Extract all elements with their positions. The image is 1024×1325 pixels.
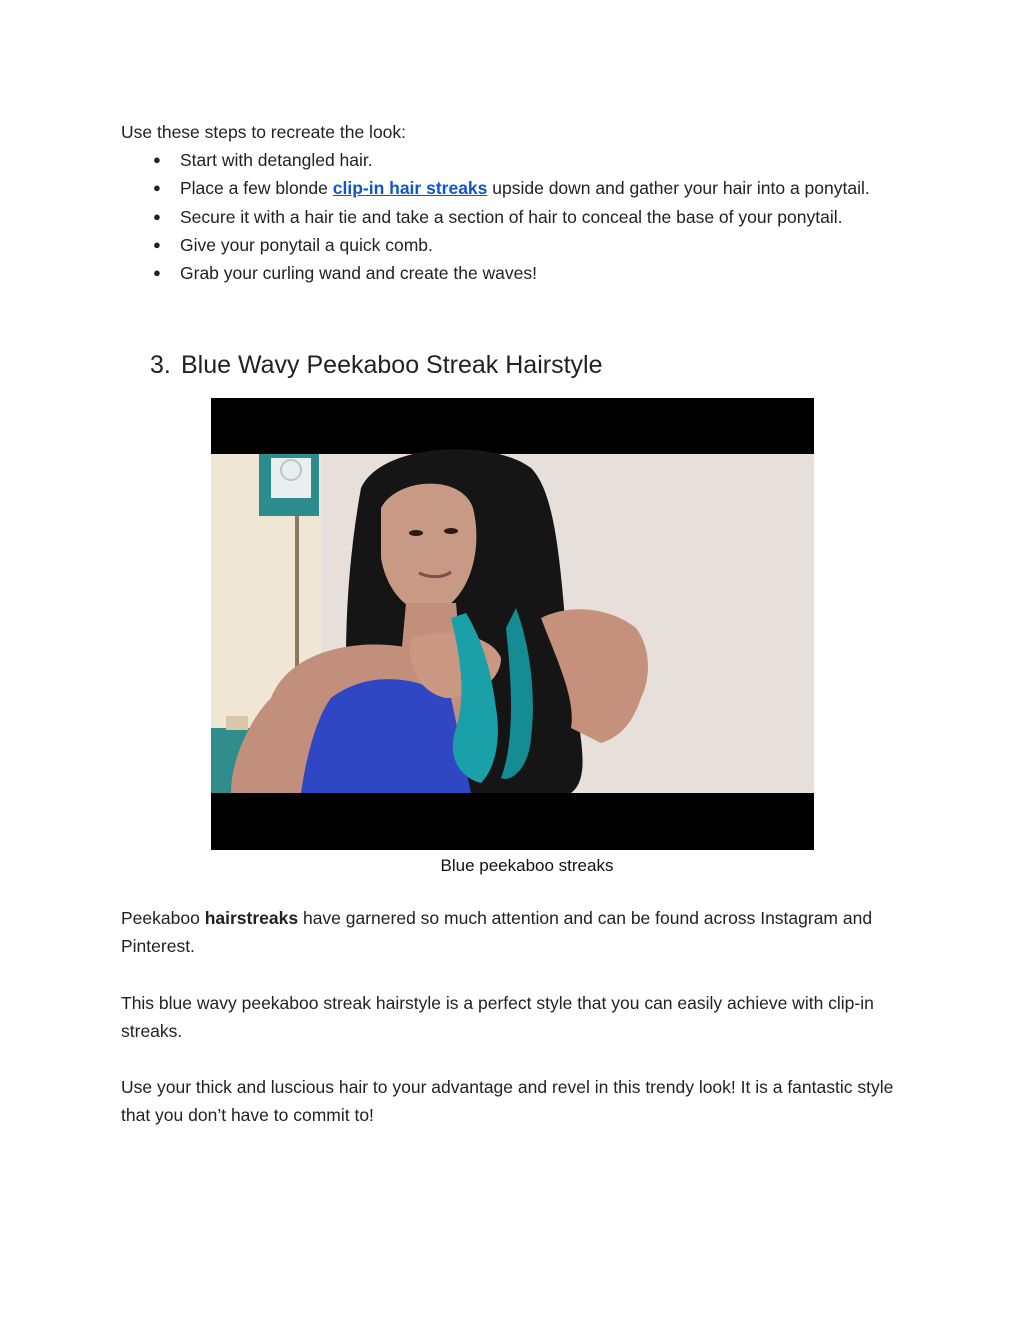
section-number: 3. bbox=[150, 351, 171, 379]
list-item bbox=[121, 174, 870, 202]
figure-caption: Blue peekaboo streaks bbox=[440, 856, 614, 875]
hairstyle-photo bbox=[211, 398, 814, 850]
intro-text: Use these steps to recreate the look: bbox=[121, 122, 407, 142]
paragraph: Use your thick and luscious hair to your advantage and revel in this trendy look! It is a fantastic style that you don’t have to commit to! bbox=[121, 1077, 894, 1125]
paragraph bbox=[121, 904, 921, 960]
list-item bbox=[121, 231, 870, 259]
paragraph-text: Peekaboo bbox=[121, 908, 205, 928]
paragraph: This blue wavy peekaboo streak hairstyle is a perfect style that you can easily achieve with clip-in streaks. bbox=[121, 993, 874, 1041]
list-item-text: Secure it with a hair tie and take a section of hair to conceal the base of your ponytail. bbox=[180, 206, 843, 227]
bold-keyword: hairstreaks bbox=[204, 908, 299, 928]
clip-in-hair-streaks-link[interactable]: clip-in hair streaks bbox=[332, 178, 488, 199]
list-item-text: upside down and gather your hair into a ponytail. bbox=[487, 178, 870, 199]
steps-list bbox=[121, 146, 870, 287]
section-title: Blue Wavy Peekaboo Streak Hairstyle bbox=[181, 351, 603, 379]
list-item-text: Start with detangled hair. bbox=[180, 150, 373, 170]
list-item-text: Place a few blonde bbox=[180, 178, 333, 199]
list-item bbox=[121, 146, 870, 174]
list-item bbox=[121, 259, 870, 287]
list-item-text: Give your ponytail a quick comb. bbox=[180, 234, 433, 255]
list-item bbox=[121, 203, 870, 231]
list-item-text: Grab your curling wand and create the waves! bbox=[180, 263, 537, 284]
paragraph-text: have garnered so much attention and can be found across Instagram and Pinterest. bbox=[121, 908, 873, 956]
section-heading bbox=[150, 348, 602, 382]
